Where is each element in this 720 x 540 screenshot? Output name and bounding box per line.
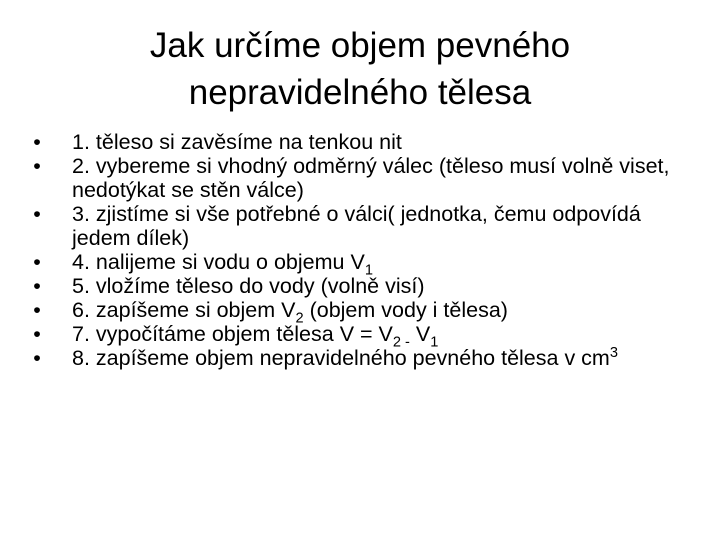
list-item-text: 1. těleso si zavěsíme na tenkou nit: [72, 130, 402, 154]
subscript: 1: [364, 262, 373, 279]
list-item: [30, 346, 670, 370]
list-item-text-mid: V: [409, 322, 431, 346]
list-item-text: 3. zjistíme si vše potřebné o válci( jednotka, čemu odpovídá jedem dílek): [72, 202, 641, 250]
subscript: 1: [430, 334, 439, 351]
bullet-icon: •: [33, 298, 41, 322]
slide-title: [60, 22, 660, 116]
bullet-icon: •: [33, 130, 41, 154]
bullet-icon: •: [33, 274, 41, 298]
list-item: [30, 250, 670, 279]
list-item: [30, 202, 670, 250]
bullet-icon: •: [33, 202, 41, 226]
list-item: [30, 322, 670, 351]
slide-title-line-2: nepravidelného tělesa: [188, 73, 532, 112]
list-item-text: 2. vybereme si vhodný odměrný válec (těleso musí volně viset, nedotýkat se stěn válce): [72, 154, 670, 202]
subscript: 2: [295, 310, 304, 327]
list-item-text: 4. nalijeme si vodu o objemu V: [72, 250, 365, 274]
superscript: 3: [609, 344, 618, 361]
list-item: [30, 154, 670, 202]
list-item: [30, 130, 670, 154]
bullet-icon: •: [33, 322, 41, 346]
bullet-icon: •: [33, 154, 41, 178]
subscript: 2 -: [392, 334, 410, 351]
bullet-list: [30, 130, 670, 370]
bullet-icon: •: [33, 250, 41, 274]
list-item-text: 5. vložíme těleso do vody (volně visí): [72, 274, 425, 298]
list-item-text: 6. zapíšeme si objem V: [72, 298, 296, 322]
list-item-text: 8. zapíšeme objem nepravidelného pevného tělesa v cm: [72, 346, 610, 370]
list-item-text: 7. vypočítáme objem tělesa V = V: [72, 322, 393, 346]
slide-title-line-1: Jak určíme objem pevného: [149, 26, 571, 65]
list-item-text-after: (objem vody i tělesa): [303, 298, 508, 322]
list-item: [30, 274, 670, 298]
list-item: [30, 298, 670, 327]
bullet-icon: •: [33, 346, 41, 370]
